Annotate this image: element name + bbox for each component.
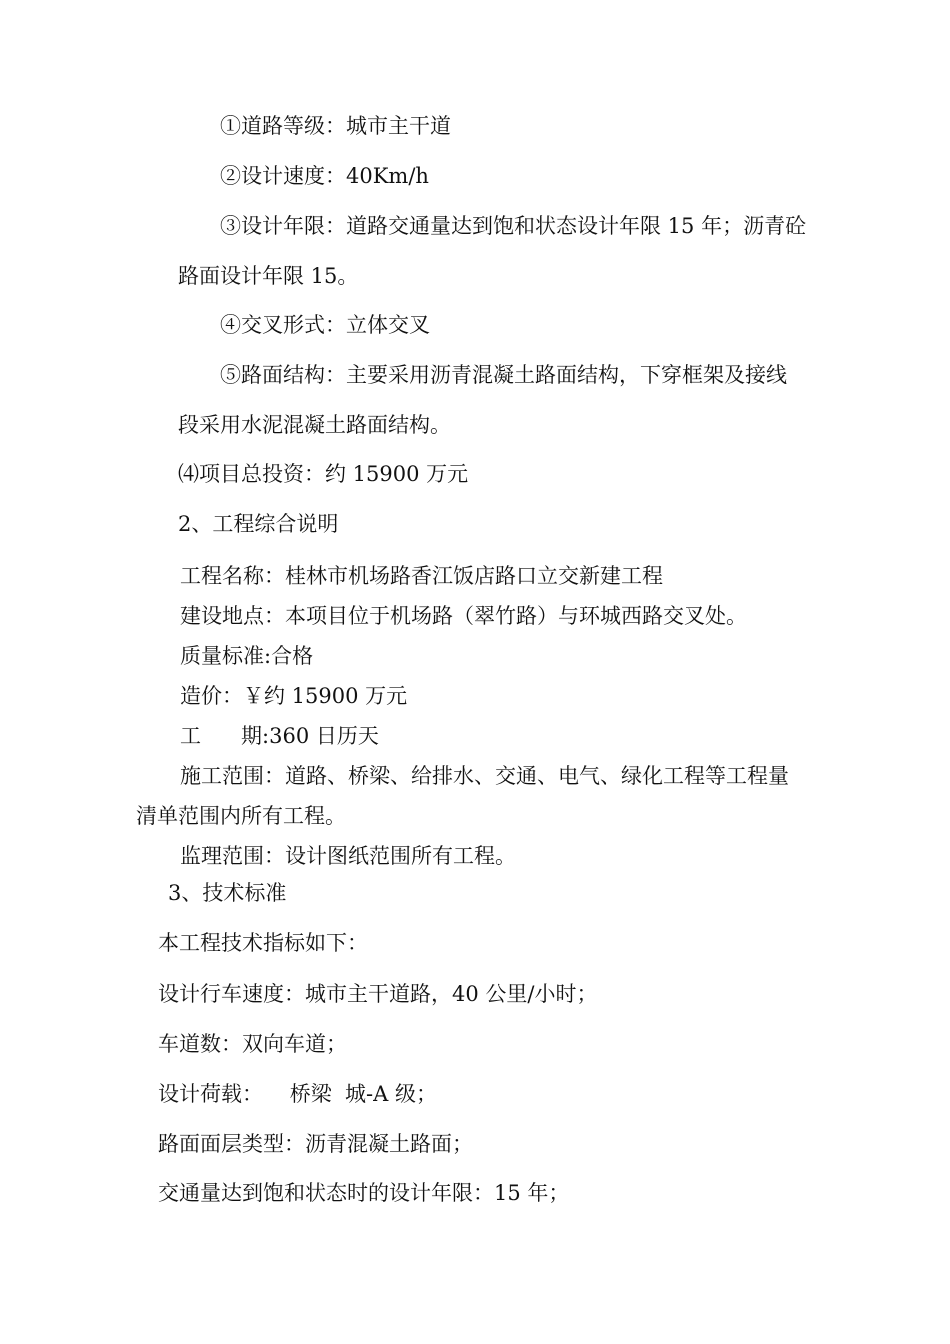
- construction-scope-line: 施工范围：道路、桥梁、给排水、交通、电气、绿化工程等工程量: [180, 764, 789, 788]
- intersection-form-line: ④交叉形式：立体交叉: [220, 313, 430, 337]
- section-2-heading: 2、工程综合说明: [178, 512, 339, 536]
- design-life-line-cont: 路面设计年限 15。: [178, 264, 359, 288]
- quality-line: 质量标准:合格: [180, 644, 314, 668]
- pavement-structure-line: ⑤路面结构：主要采用沥青混凝土路面结构，下穿框架及接线: [220, 363, 787, 387]
- tech-intro-line: 本工程技术指标如下：: [158, 931, 368, 955]
- road-grade-line: ①道路等级：城市主干道: [220, 114, 451, 138]
- saturation-life-line: 交通量达到饱和状态时的设计年限：15 年；: [158, 1181, 570, 1205]
- supervision-scope-line: 监理范围：设计图纸范围所有工程。: [180, 844, 516, 868]
- cost-line: 造价：￥约 15900 万元: [180, 684, 408, 708]
- section-3-heading: 3、技术标准: [168, 881, 287, 905]
- design-load-line: 设计荷载： 桥梁 城-A 级；: [158, 1082, 437, 1106]
- lanes-line: 车道数：双向车道；: [158, 1032, 347, 1056]
- driving-speed-line: 设计行车速度：城市主干道路，40 公里/小时；: [158, 982, 598, 1006]
- duration-line: 工 期:360 日历天: [180, 724, 379, 748]
- pavement-structure-line-cont: 段采用水泥混凝土路面结构。: [178, 413, 451, 437]
- design-life-line: ③设计年限：道路交通量达到饱和状态设计年限 15 年；沥青砼: [220, 214, 807, 238]
- construction-scope-line-cont: 清单范围内所有工程。: [136, 804, 346, 828]
- location-line: 建设地点：本项目位于机场路（翠竹路）与环城西路交叉处。: [180, 604, 747, 628]
- design-speed-line: ②设计速度：40Km/h: [220, 164, 429, 188]
- total-investment-line: ⑷项目总投资：约 15900 万元: [178, 462, 469, 486]
- surface-type-line: 路面面层类型：沥青混凝土路面；: [158, 1132, 473, 1156]
- project-name-line: 工程名称：桂林市机场路香江饭店路口立交新建工程: [180, 564, 663, 588]
